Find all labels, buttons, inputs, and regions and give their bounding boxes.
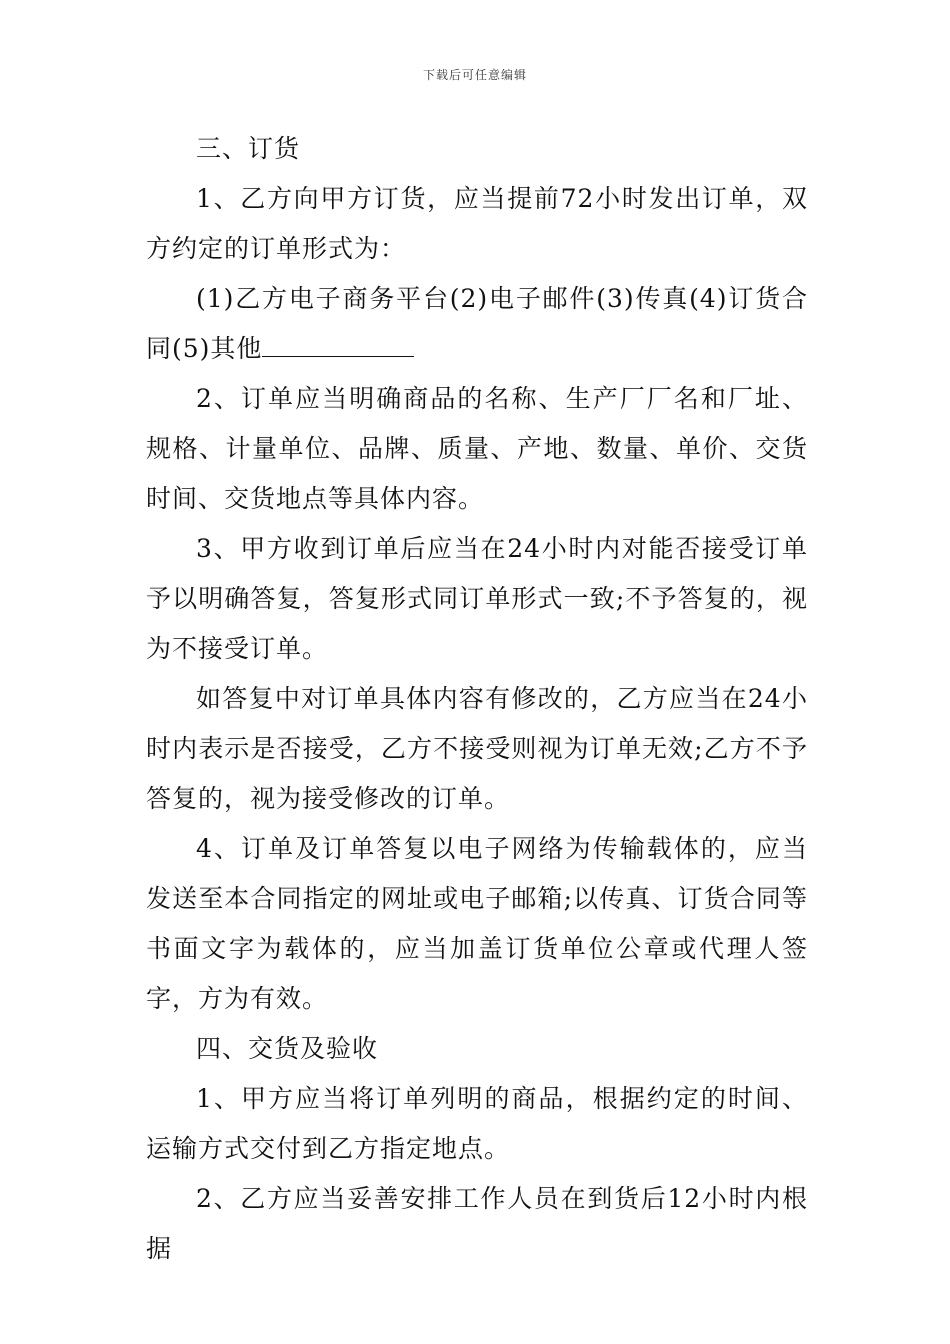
section-heading-delivery: 四、交货及验收 [196,1034,379,1063]
paragraph: 2、订单应当明确商品的名称、生产厂厂名和厂址、规格、计量单位、品牌、质量、产地、数量、单价、交货时间、交货地点等具体内容。 [146,384,808,513]
page-header: 下载后可任意编辑 [422,68,527,82]
section-heading-ordering: 三、订货 [196,134,301,163]
paragraph: 1、乙方向甲方订货，应当提前72小时发出订单，双方约定的订单形式为： [146,184,808,263]
paragraph-order-forms [146,274,808,374]
paragraph: 3、甲方收到订单后应当在24小时内对能否接受订单予以明确答复，答复形式同订单形式一致;不予答复的，视为不接受订单。 [146,534,808,663]
paragraph: 1、甲方应当将订单列明的商品，根据约定的时间、运输方式交付到乙方指定地点。 [146,1084,808,1163]
paragraph: 2、乙方应当妥善安排工作人员在到货后12小时内根据 [146,1184,808,1263]
order-forms-text: (1)乙方电子商务平台(2)电子邮件(3)传真(4)订货合同(5)其他 [146,284,808,363]
paragraph: 如答复中对订单具体内容有修改的，乙方应当在24小时内表示是否接受，乙方不接受则视为订单无效;乙方不予答复的，视为接受修改的订单。 [146,684,808,813]
fill-in-blank [262,330,414,357]
document-body [146,124,808,1274]
paragraph: 4、订单及订单答复以电子网络为传输载体的，应当发送至本合同指定的网址或电子邮箱;以传真、订货合同等书面文字为载体的，应当加盖订货单位公章或代理人签字，方为有效。 [146,834,808,1013]
